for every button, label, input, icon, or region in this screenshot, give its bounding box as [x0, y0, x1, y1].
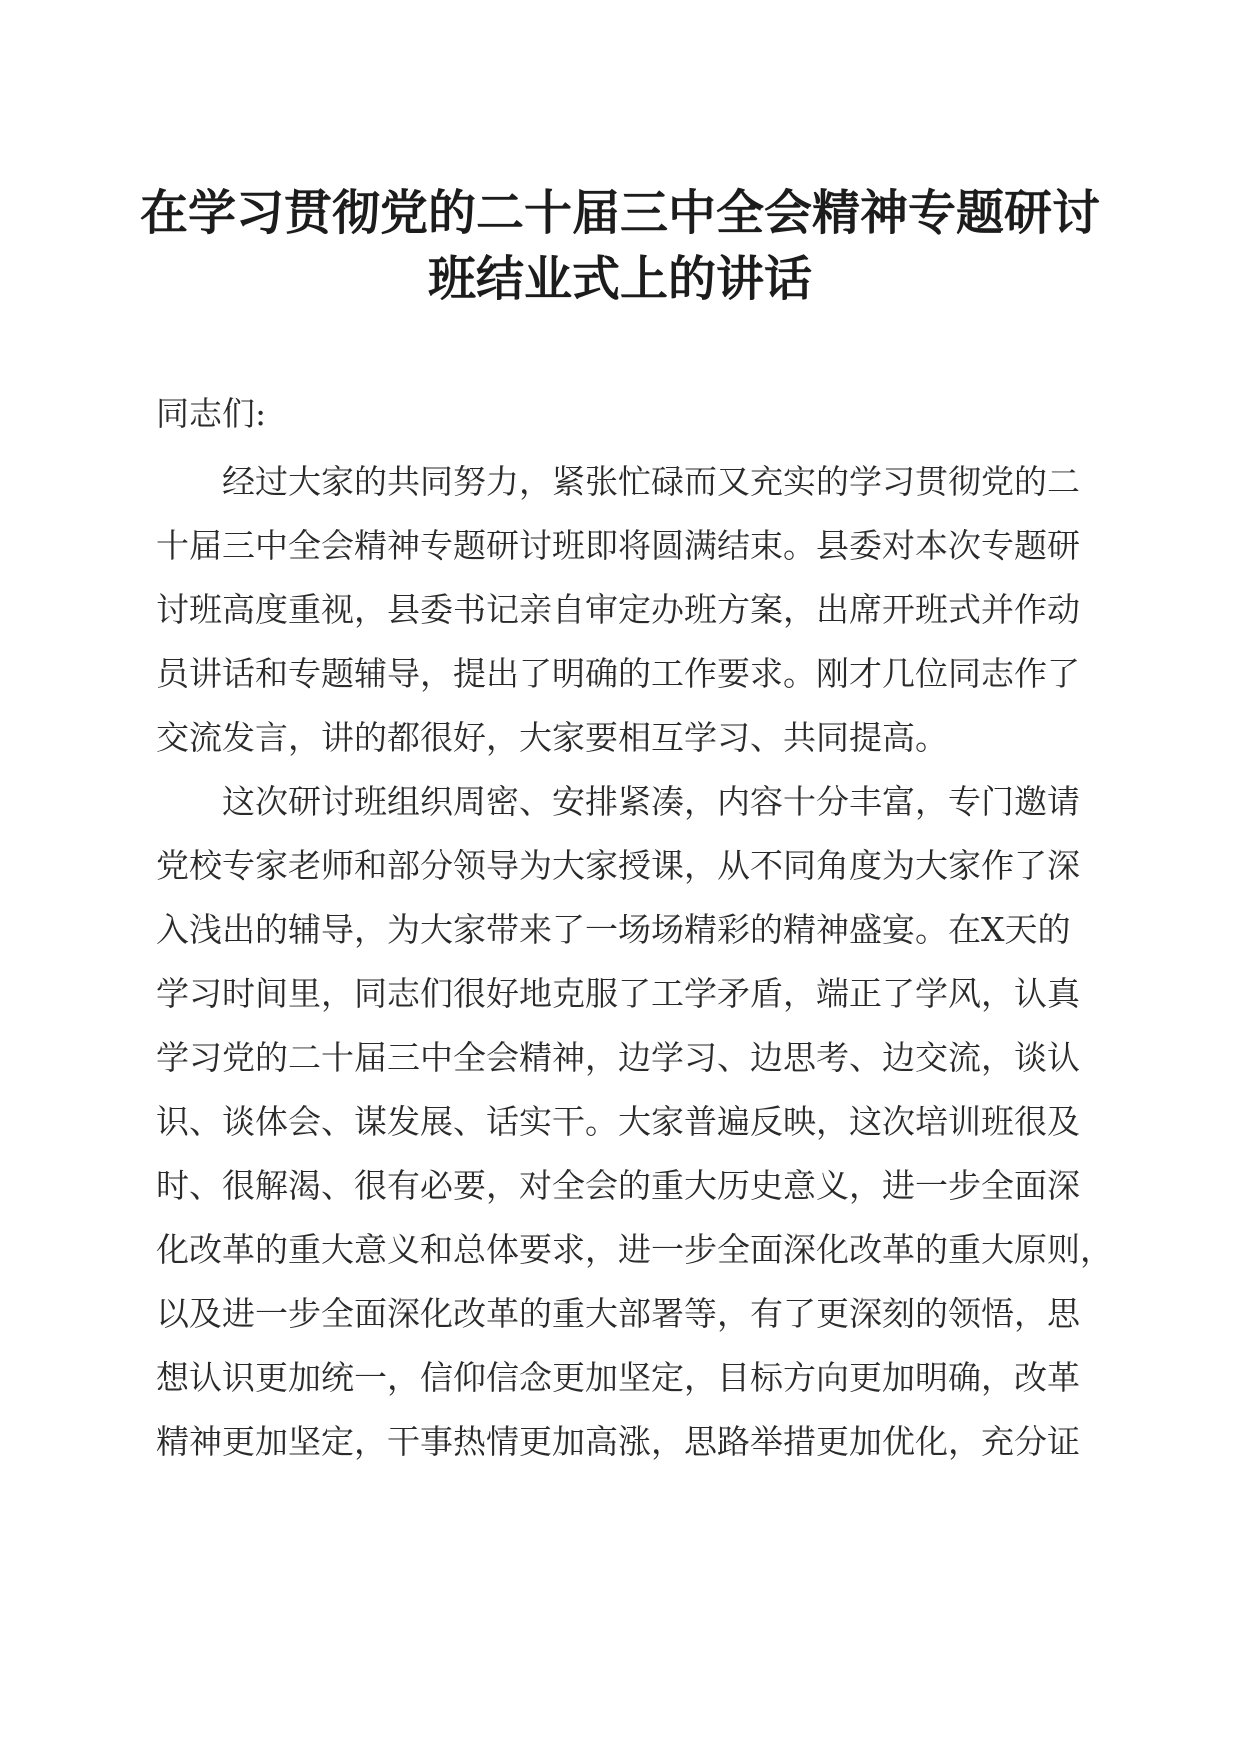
paragraph-line: 识、谈体会、谋发展、话实干。大家普遍反映，这次培训班很及: [156, 1102, 1080, 1141]
paragraph-1: [156, 450, 1084, 770]
paragraph-line: 入浅出的辅导，为大家带来了一场场精彩的精神盛宴。在X天的: [156, 910, 1071, 949]
title-line: 班结业式上的讲话: [427, 251, 812, 307]
paragraph-line: 想认识更加统一，信仰信念更加坚定，目标方向更加明确，改革: [156, 1358, 1080, 1397]
title-line: 在学习贯彻党的二十届三中全会精神专题研讨: [140, 185, 1101, 241]
paragraph-line: 经过大家的共同努力，紧张忙碌而又充实的学习贯彻党的二: [222, 462, 1080, 501]
paragraph-line: 交流发言，讲的都很好，大家要相互学习、共同提高。: [156, 718, 948, 757]
salutation: 同志们:: [156, 394, 267, 433]
paragraph-line: 学习时间里，同志们很好地克服了工学矛盾，端正了学风，认真: [156, 974, 1080, 1013]
paragraph-line: 讨班高度重视，县委书记亲自审定办班方案，出席开班式并作动: [156, 590, 1080, 629]
document-title: [140, 180, 1100, 312]
paragraph-line: 这次研讨班组织周密、安排紧凑，内容十分丰富，专门邀请: [222, 782, 1080, 821]
paragraph-line: 党校专家老师和部分领导为大家授课，从不同角度为大家作了深: [156, 846, 1080, 885]
document-body: [156, 382, 1113, 1474]
paragraph-line: 学习党的二十届三中全会精神，边学习、边思考、边交流，谈认: [156, 1038, 1080, 1077]
paragraph-line: 时、很解渴、很有必要，对全会的重大历史意义，进一步全面深: [156, 1166, 1080, 1205]
paragraph-2: [156, 770, 1113, 1474]
paragraph-line: 十届三中全会精神专题研讨班即将圆满结束。县委对本次专题研: [156, 526, 1080, 565]
paragraph-line: 精神更加坚定，干事热情更加高涨，思路举措更加优化，充分证: [156, 1422, 1080, 1461]
paragraph-line: 员讲话和专题辅导，提出了明确的工作要求。刚才几位同志作了: [156, 654, 1080, 693]
paragraph-line: 以及进一步全面深化改革的重大部署等，有了更深刻的领悟，思: [156, 1294, 1080, 1333]
paragraph-line: 化改革的重大意义和总体要求，进一步全面深化改革的重大原则，: [156, 1230, 1113, 1269]
